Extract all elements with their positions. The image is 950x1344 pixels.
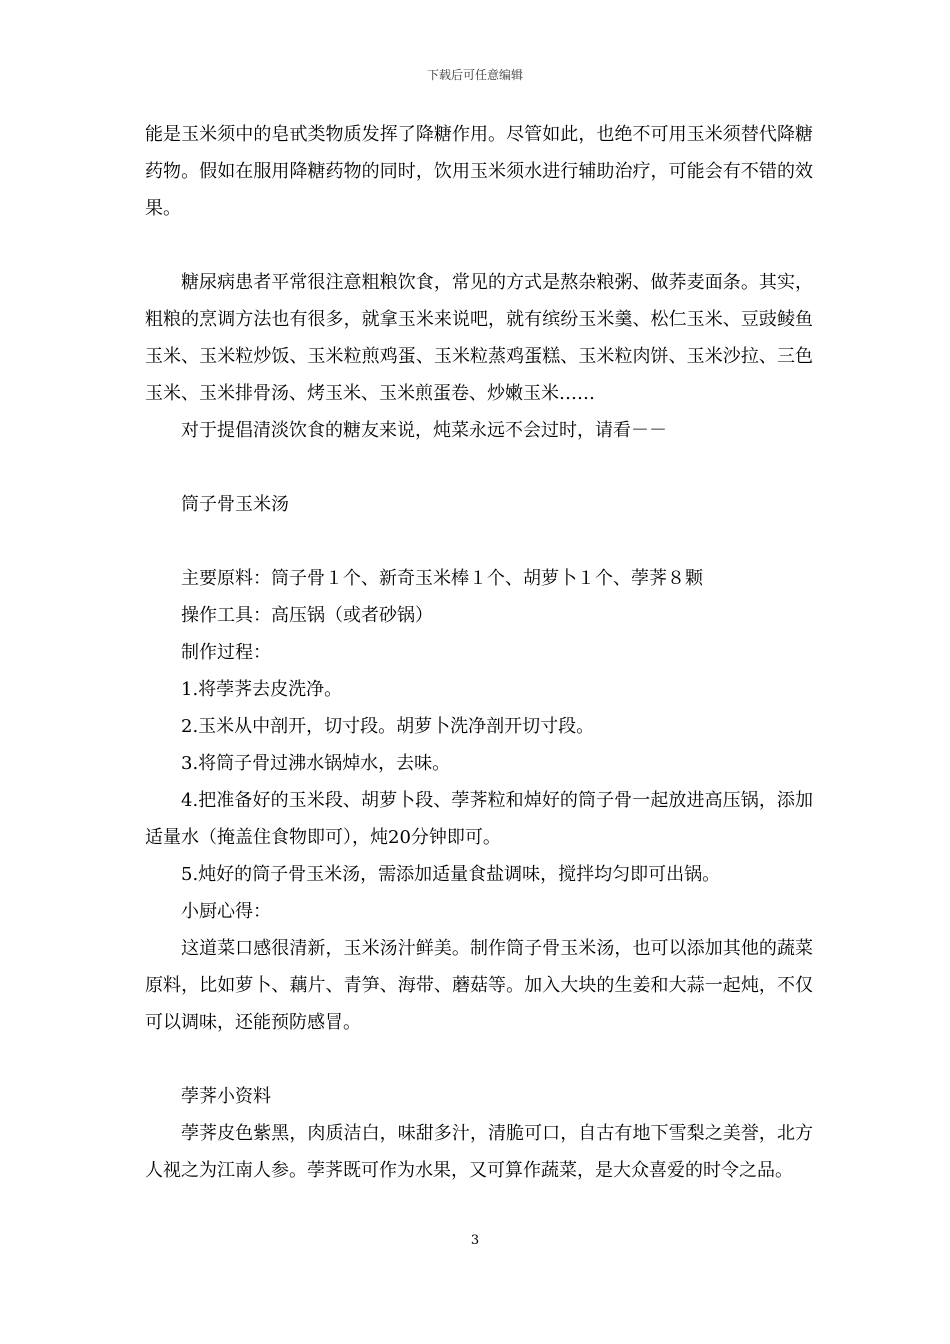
step-2: 2.玉米从中剖开，切寸段。胡萝卜洗净剖开切寸段。 <box>181 716 595 737</box>
blank-line <box>145 227 813 264</box>
blank-line <box>145 1041 813 1078</box>
page-number: 3 <box>470 1233 480 1248</box>
step-1: 1.将荸荠去皮洗净。 <box>181 679 343 700</box>
paragraph-1: 能是玉米须中的皂甙类物质发挥了降糖作用。尽管如此，也绝不可用玉米须替代降糖药物。假如在服用降糖药物的同时，饮用玉米须水进行辅助治疗，可能会有不错的效果。 <box>145 124 813 219</box>
step-3: 3.将筒子骨过沸水锅焯水，去味。 <box>181 753 451 774</box>
step-4: 4.把准备好的玉米段、胡萝卜段、荸荠粒和焯好的筒子骨一起放进高压锅，添加适量水（掩盖住食物即可），炖20分钟即可。 <box>145 790 813 848</box>
document-body <box>145 116 813 1189</box>
recipe-title: 筒子骨玉米汤 <box>181 494 289 515</box>
tips-heading: 小厨心得： <box>181 901 271 922</box>
tips-text: 这道菜口感很清新，玉米汤汁鲜美。制作筒子骨玉米汤，也可以添加其他的蔬菜原料，比如萝卜、藕片、青笋、海带、蘑菇等。加入大块的生姜和大蒜一起炖，不仅可以调味，还能预防感冒。 <box>145 938 813 1033</box>
tools: 操作工具：高压锅（或者砂锅） <box>181 605 433 626</box>
info-text: 荸荠皮色紫黑，肉质洁白，味甜多汁，清脆可口，自古有地下雪梨之美誉，北方人视之为江南人参。荸荠既可作为水果，又可算作蔬菜，是大众喜爱的时令之品。 <box>145 1123 813 1181</box>
blank-line <box>145 449 813 486</box>
info-heading: 荸荠小资料 <box>181 1086 271 1107</box>
ingredients: 主要原料：筒子骨１个、新奇玉米棒１个、胡萝卜１个、荸荠８颗 <box>181 568 703 589</box>
paragraph-3: 对于提倡清淡饮食的糖友来说，炖菜永远不会过时，请看－－ <box>181 420 667 441</box>
page-header: 下载后可任意编辑 <box>426 68 523 82</box>
process-heading: 制作过程： <box>181 642 271 663</box>
blank-line <box>145 523 813 560</box>
paragraph-2: 糖尿病患者平常很注意粗粮饮食，常见的方式是熬杂粮粥、做荞麦面条。其实，粗粮的烹调方法也有很多，就拿玉米来说吧，就有缤纷玉米羹、松仁玉米、豆豉鲮鱼玉米、玉米粒炒饭、玉米粒煎鸡蛋、玉米粒蒸鸡蛋糕、玉米粒肉饼、玉米沙拉、三色玉米、玉米排骨汤、烤玉米、玉米煎蛋卷、炒嫩玉米…… <box>145 272 813 404</box>
step-5: 5.炖好的筒子骨玉米汤，需添加适量食盐调味，搅拌均匀即可出锅。 <box>181 864 721 885</box>
